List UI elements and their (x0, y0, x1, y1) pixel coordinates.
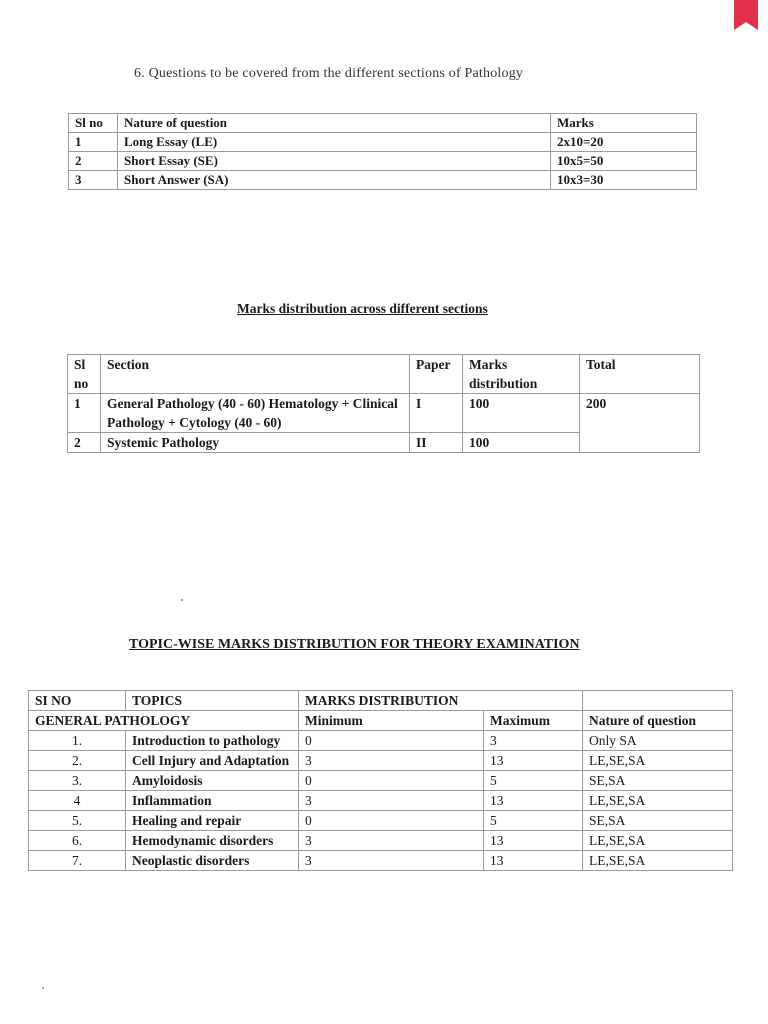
table-cell: 2x10=20 (551, 133, 697, 152)
questions-heading: 6. Questions to be covered from the different sections of Pathology (134, 66, 524, 81)
group-label: GENERAL PATHOLOGY (29, 711, 299, 731)
table-cell: LE,SE,SA (583, 831, 733, 851)
table-cell: 7. (29, 851, 126, 871)
section-distribution-title: Marks distribution across different sections (237, 301, 488, 316)
table-cell: 4 (29, 791, 126, 811)
header-cell: MARKS DISTRIBUTION (299, 691, 583, 711)
header-cell: Section (101, 355, 410, 394)
table-cell: 3 (299, 851, 484, 871)
section-distribution-table (67, 354, 700, 453)
table-cell: 100 (463, 394, 580, 433)
table-header-row (69, 114, 697, 133)
table-cell: 3 (484, 731, 583, 751)
table-header-row (29, 691, 733, 711)
table-cell: Only SA (583, 731, 733, 751)
header-cell: Sl no (68, 355, 101, 394)
header-cell (583, 691, 733, 711)
table-row (29, 851, 733, 871)
table-cell: 1 (69, 133, 118, 152)
table-cell: Cell Injury and Adaptation (126, 751, 299, 771)
table-header-row (68, 355, 700, 394)
table-cell: Long Essay (LE) (118, 133, 551, 152)
table-row (29, 811, 733, 831)
table-row (69, 152, 697, 171)
table-cell: 13 (484, 851, 583, 871)
table-cell: 0 (299, 811, 484, 831)
table-row (69, 133, 697, 152)
table-cell: General Pathology (40 - 60) Hematology + Clinical Pathology + Cytology (40 - 60) (101, 394, 410, 433)
table-cell: 3 (69, 171, 118, 190)
table-subheader-row (29, 711, 733, 731)
header-cell: Paper (410, 355, 463, 394)
scan-speck (181, 599, 183, 601)
subheader-cell: Maximum (484, 711, 583, 731)
table-row (69, 171, 697, 190)
table-row (29, 791, 733, 811)
table-cell: 10x5=50 (551, 152, 697, 171)
table-cell: 5. (29, 811, 126, 831)
table-cell: 1 (68, 394, 101, 433)
subheader-cell: Nature of question (583, 711, 733, 731)
table-cell: 3 (299, 791, 484, 811)
table-cell: 5 (484, 811, 583, 831)
header-cell: TOPICS (126, 691, 299, 711)
table-cell: Hemodynamic disorders (126, 831, 299, 851)
table-cell: LE,SE,SA (583, 851, 733, 871)
table-row (29, 751, 733, 771)
table-cell: Neoplastic disorders (126, 851, 299, 871)
table-cell: 3 (299, 751, 484, 771)
table-cell: 13 (484, 791, 583, 811)
header-cell: Nature of question (118, 114, 551, 133)
topic-distribution-title: TOPIC-WISE MARKS DISTRIBUTION FOR THEORY EXAMINATION (129, 637, 580, 652)
table-row (68, 394, 700, 433)
table-cell: 100 (463, 433, 580, 453)
scan-speck (42, 987, 44, 989)
table-cell: Short Essay (SE) (118, 152, 551, 171)
table-cell: I (410, 394, 463, 433)
table-cell: LE,SE,SA (583, 751, 733, 771)
header-cell: Total (580, 355, 700, 394)
table-cell: SE,SA (583, 771, 733, 791)
subheader-cell: Minimum (299, 711, 484, 731)
table-cell: LE,SE,SA (583, 791, 733, 811)
table-row (29, 771, 733, 791)
table-cell: Amyloidosis (126, 771, 299, 791)
header-cell: Sl no (69, 114, 118, 133)
table-cell: 3. (29, 771, 126, 791)
table-row (29, 731, 733, 751)
question-type-table (68, 113, 697, 190)
table-cell: 2 (69, 152, 118, 171)
table-cell: 5 (484, 771, 583, 791)
table-row (29, 831, 733, 851)
total-cell: 200 (580, 394, 700, 453)
table-cell: 6. (29, 831, 126, 851)
table-cell: Systemic Pathology (101, 433, 410, 453)
bookmark-icon[interactable] (734, 0, 758, 30)
header-cell: Marks distribution (463, 355, 580, 394)
table-cell: Short Answer (SA) (118, 171, 551, 190)
table-cell: 1. (29, 731, 126, 751)
table-cell: 2 (68, 433, 101, 453)
table-cell: Introduction to pathology (126, 731, 299, 751)
table-cell: Inflammation (126, 791, 299, 811)
table-cell: 2. (29, 751, 126, 771)
header-cell: Marks (551, 114, 697, 133)
table-cell: Healing and repair (126, 811, 299, 831)
header-cell: SI NO (29, 691, 126, 711)
table-cell: 0 (299, 731, 484, 751)
table-cell: 13 (484, 751, 583, 771)
table-cell: II (410, 433, 463, 453)
table-cell: 13 (484, 831, 583, 851)
topic-distribution-table (28, 690, 733, 871)
table-cell: 0 (299, 771, 484, 791)
table-cell: 10x3=30 (551, 171, 697, 190)
table-cell: 3 (299, 831, 484, 851)
table-cell: SE,SA (583, 811, 733, 831)
